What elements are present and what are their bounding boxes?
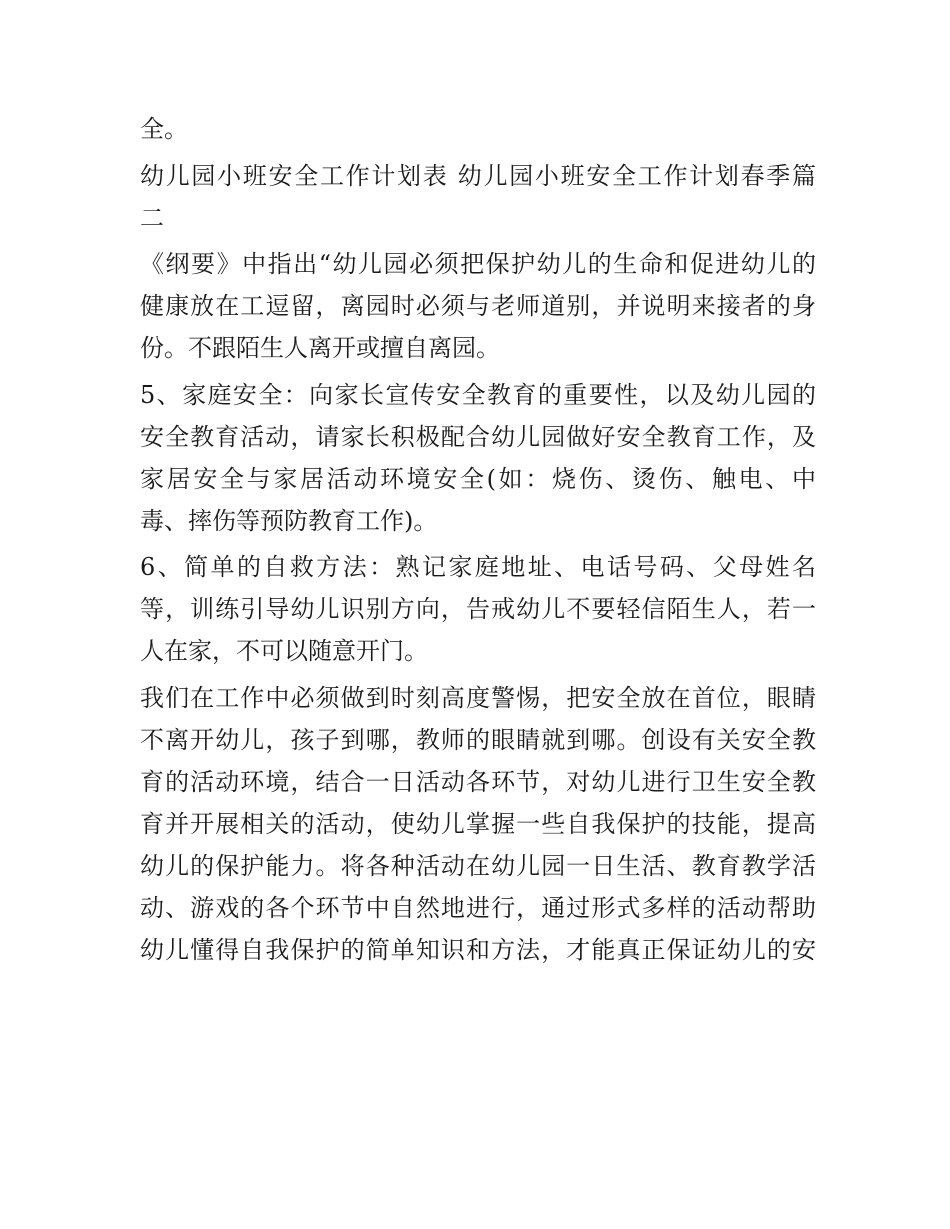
paragraph-self-rescue <box>140 546 816 672</box>
text-line: 毒、摔伤等预防教育工作)。 <box>140 506 438 535</box>
text-line: 人在家，不可以随意开门。 <box>140 637 428 665</box>
text-line: 全。 <box>140 115 188 143</box>
text-line: 二 <box>140 203 164 232</box>
document-body <box>140 108 816 971</box>
text-line: 份。不跟陌生人离开或擅自离园。 <box>140 334 500 362</box>
text-line: 《纲要》中指出“幼儿园必须把保护幼儿的生命和促进幼儿的 <box>140 250 816 278</box>
text-line: 安全教育活动，请家长积极配合幼儿园做好安全教育工作，及 <box>140 422 816 451</box>
text-line: 我们在工作中必须做到时刻高度警惕，把安全放在首位，眼睛 <box>140 683 816 712</box>
paragraph-section-heading <box>140 155 816 239</box>
text-line: 幼儿园小班安全工作计划表 幼儿园小班安全工作计划春季篇 <box>140 161 816 190</box>
text-line: 不离开幼儿，孩子到哪，教师的眼睛就到哪。创设有关安全教 <box>140 725 816 754</box>
paragraph-ending-fragment <box>140 108 816 150</box>
text-line: 育并开展相关的活动，使幼儿掌握一些自我保护的技能，提高 <box>140 809 816 838</box>
paragraph-guideline-quote <box>140 243 816 369</box>
paragraph-work-summary <box>140 677 816 971</box>
text-line: 6、简单的自救方法：熟记家庭地址、电话号码、父母姓名 <box>140 553 816 581</box>
text-line: 家居安全与家居活动环境安全(如：烧伤、烫伤、触电、中 <box>140 464 816 493</box>
text-line: 健康放在工逗留，离园时必须与老师道别，并说明来接者的身 <box>140 292 816 320</box>
text-line: 幼儿的保护能力。将各种活动在幼儿园一日生活、教育教学活 <box>140 851 816 880</box>
paragraph-family-safety <box>140 374 816 542</box>
text-line: 动、游戏的各个环节中自然地进行，通过形式多样的活动帮助 <box>140 893 816 922</box>
text-line: 育的活动环境，结合一日活动各环节，对幼儿进行卫生安全教 <box>140 767 816 796</box>
text-line: 5、家庭安全：向家长宣传安全教育的重要性，以及幼儿园的 <box>140 380 816 409</box>
text-line: 幼儿懂得自我保护的简单知识和方法，才能真正保证幼儿的安 <box>140 935 816 964</box>
text-line: 等，训练引导幼儿识别方向，告戒幼儿不要轻信陌生人，若一 <box>140 595 816 623</box>
